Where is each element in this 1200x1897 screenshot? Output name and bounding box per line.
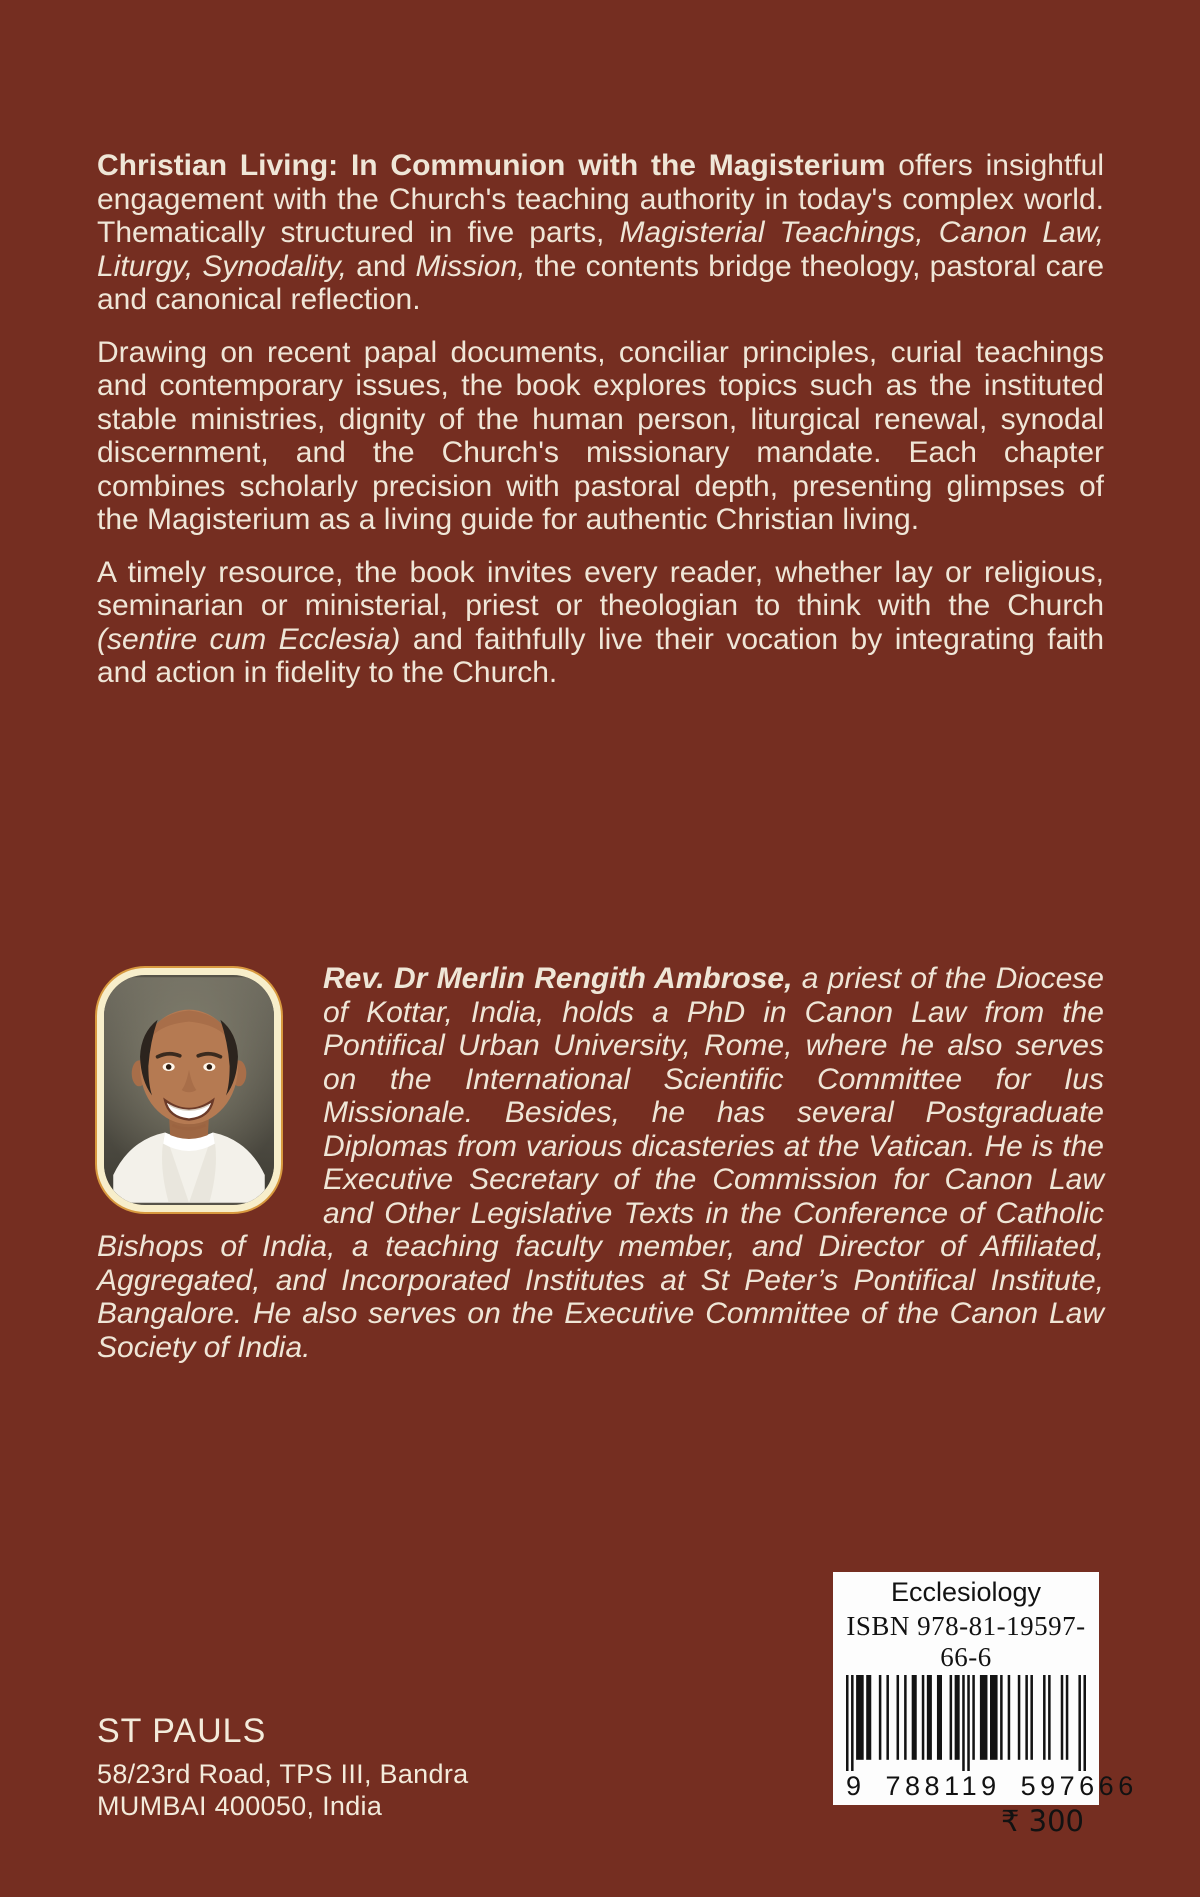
blurb-section (97, 149, 1104, 690)
blurb-paragraph-1: Christian Living: In Communion with the Magisterium offers insightful engagement with the Church's teaching authority in today's complex world. Thematically structured in five parts, Magisterial Teachings, Canon Law, Liturgy, Synodality, and Mission, the contents bridge theology, pastoral care and canonical reflection. (97, 149, 1105, 316)
publisher-block (97, 1712, 468, 1822)
blurb-paragraph-3: A timely resource, the book invites every reader, whether lay or religious, seminarian or ministerial, priest or theologian to think with the Church (sentire cum Ecclesia) and faithfully live their vocation by integrating faith and action in fidelity to the Church. (97, 555, 1105, 689)
price: ₹ 300 (1000, 1804, 1084, 1838)
isbn-number: ISBN 978-81-19597-66-6 (846, 1611, 1086, 1672)
category-label: Ecclesiology (890, 1577, 1042, 1607)
publisher-address-line1: 58/23rd Road, TPS III, Bandra (97, 1759, 469, 1789)
publisher-name: ST PAULS (97, 1712, 267, 1750)
author-bio: Rev. Dr Merlin Rengith Ambrose, a priest of the Diocese of Kottar, India, holds a PhD in Canon Law from the Pontifical Urban University, Rome, where he also serves on the International Scientific Committee for Ius Missionale. Besides, he has several Postgraduate Diplomas from various dicasteries at the Vatican. He is the Executive Secretary of the Commission for Canon Law and Other Legislative Texts in the Conference of Catholic Bishops of India, a teaching faculty member, and Director of Affiliated, Aggregated, and Incorporated Institutes at St Peter’s Pontifical Institute, Bangalore. He also serves on the Executive Committee of the Canon Law Society of India. (97, 962, 1104, 1364)
blurb-paragraph-2: Drawing on recent papal documents, conciliar principles, curial teachings and contemporary issues, the book explores topics such as the instituted stable ministries, dignity of the human person, liturgical renewal, synodal discernment, and the Church's missionary mandate. Each chapter combines scholarly precision with pastoral depth, presenting glimpses of the Magisterium as a living guide for authentic Christian living. (97, 335, 1104, 536)
isbn-box (833, 1572, 1138, 1838)
publisher-address-line2: MUMBAI 400050, India (97, 1791, 383, 1821)
barcode-digits: 9 788119 597666 (846, 1771, 1138, 1801)
barcode (846, 1675, 1086, 1771)
author-photo (97, 968, 281, 1212)
author-portrait-image (104, 975, 274, 1205)
author-section (97, 962, 1104, 1364)
